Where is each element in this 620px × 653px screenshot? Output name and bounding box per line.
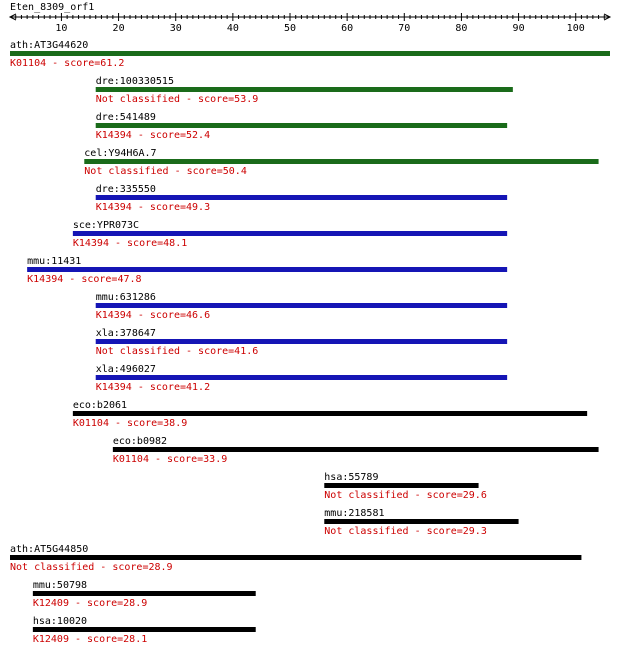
query-title: Eten_8309_orf1 xyxy=(10,2,95,13)
ruler-tick-label: 90 xyxy=(512,23,525,34)
hit-score-label: K14394 - score=49.3 xyxy=(95,202,211,213)
hit-id-label[interactable]: dre:335550 xyxy=(95,184,156,195)
hit-score-label: K01104 - score=38.9 xyxy=(72,418,188,429)
hit-alignment-bar[interactable] xyxy=(84,159,598,164)
hit-score-label: Not classified - score=28.9 xyxy=(10,562,173,573)
hit-score-label: Not classified - score=29.3 xyxy=(324,526,487,537)
hit-id-label[interactable]: ath:AT5G44850 xyxy=(10,544,89,555)
hit-id-label[interactable]: mmu:50798 xyxy=(32,580,88,591)
hit-score-label: K14394 - score=46.6 xyxy=(95,310,211,321)
hit-alignment-bar[interactable] xyxy=(113,447,599,452)
hit-row[interactable] xyxy=(10,544,581,573)
hit-row[interactable] xyxy=(96,112,507,141)
hit-score-label: Not classified - score=53.9 xyxy=(95,94,259,105)
ruler-tick-label: 70 xyxy=(398,23,411,34)
hit-row[interactable] xyxy=(73,400,587,429)
ruler-tick-label: 100 xyxy=(566,23,585,34)
hit-id-label[interactable]: cel:Y94H6A.7 xyxy=(84,148,157,159)
hit-id-label[interactable]: ath:AT3G44620 xyxy=(10,40,89,51)
hit-row[interactable] xyxy=(96,184,507,213)
hit-alignment-bar[interactable] xyxy=(324,483,478,488)
hit-row[interactable] xyxy=(324,472,487,501)
hit-id-label[interactable]: dre:541489 xyxy=(95,112,156,123)
hit-score-label: K14394 - score=47.8 xyxy=(27,274,142,285)
hit-id-label[interactable]: hsa:10020 xyxy=(32,616,88,627)
hit-alignment-bar[interactable] xyxy=(96,303,507,308)
hit-score-label: K14394 - score=41.2 xyxy=(95,382,211,393)
hit-alignment-bar[interactable] xyxy=(73,231,507,236)
ruler-tick-label: 30 xyxy=(169,23,182,34)
hit-row[interactable] xyxy=(10,40,610,69)
hit-id-label[interactable]: hsa:55789 xyxy=(324,472,379,483)
hit-alignment-bar[interactable] xyxy=(33,627,256,632)
hit-alignment-bar[interactable] xyxy=(96,339,507,344)
hit-row[interactable] xyxy=(33,580,256,609)
ruler-tick-label: 10 xyxy=(55,23,68,34)
hit-row[interactable] xyxy=(96,292,507,321)
hit-alignment-bar[interactable] xyxy=(73,411,587,416)
hit-row[interactable] xyxy=(113,436,599,465)
ruler-tick-label: 80 xyxy=(455,23,468,34)
hit-id-label[interactable]: dre:100330515 xyxy=(95,76,174,87)
hit-id-label[interactable]: eco:b2061 xyxy=(72,400,128,411)
hit-score-label: K01104 - score=61.2 xyxy=(10,58,125,69)
hit-id-label[interactable]: eco:b0982 xyxy=(112,436,168,447)
hit-row[interactable] xyxy=(96,76,513,105)
hit-alignment-bar[interactable] xyxy=(27,267,507,272)
hit-row[interactable] xyxy=(324,508,518,537)
hit-id-label[interactable]: mmu:631286 xyxy=(95,292,156,303)
hit-row[interactable] xyxy=(73,220,507,249)
hit-row[interactable] xyxy=(96,364,507,393)
hit-id-label[interactable]: sce:YPR073C xyxy=(72,220,140,231)
hit-id-label[interactable]: mmu:11431 xyxy=(27,256,82,267)
hit-alignment-bar[interactable] xyxy=(96,195,507,200)
hit-row[interactable] xyxy=(96,328,507,357)
hit-score-label: Not classified - score=29.6 xyxy=(324,490,487,501)
ruler-tick-label: 40 xyxy=(226,23,239,34)
hit-score-label: Not classified - score=50.4 xyxy=(84,166,247,177)
hit-id-label[interactable]: xla:378647 xyxy=(95,328,156,339)
ruler-tick-label: 20 xyxy=(112,23,125,34)
hit-row[interactable] xyxy=(84,148,598,177)
hit-alignment-bar[interactable] xyxy=(96,123,507,128)
hit-row[interactable] xyxy=(27,256,507,285)
hit-score-label: K14394 - score=52.4 xyxy=(95,130,211,141)
hit-score-label: K12409 - score=28.1 xyxy=(32,634,148,645)
hit-score-label: Not classified - score=41.6 xyxy=(95,346,259,357)
hit-score-label: K12409 - score=28.9 xyxy=(32,598,148,609)
hit-alignment-bar[interactable] xyxy=(10,555,581,560)
hit-alignment-bar[interactable] xyxy=(10,51,610,56)
hit-score-label: K14394 - score=48.1 xyxy=(72,238,188,249)
hit-alignment-bar[interactable] xyxy=(96,87,513,92)
ruler-tick-label: 60 xyxy=(341,23,354,34)
hit-id-label[interactable]: mmu:218581 xyxy=(324,508,385,519)
hit-row[interactable] xyxy=(33,616,256,645)
position-ruler xyxy=(10,13,610,34)
hit-score-label: K01104 - score=33.9 xyxy=(112,454,228,465)
hit-alignment-bar[interactable] xyxy=(324,519,518,524)
hit-alignment-bar[interactable] xyxy=(33,591,256,596)
hit-id-label[interactable]: xla:496027 xyxy=(95,364,156,375)
ruler-tick-label: 50 xyxy=(283,23,297,34)
hit-list xyxy=(10,40,610,645)
hit-alignment-bar[interactable] xyxy=(96,375,507,380)
